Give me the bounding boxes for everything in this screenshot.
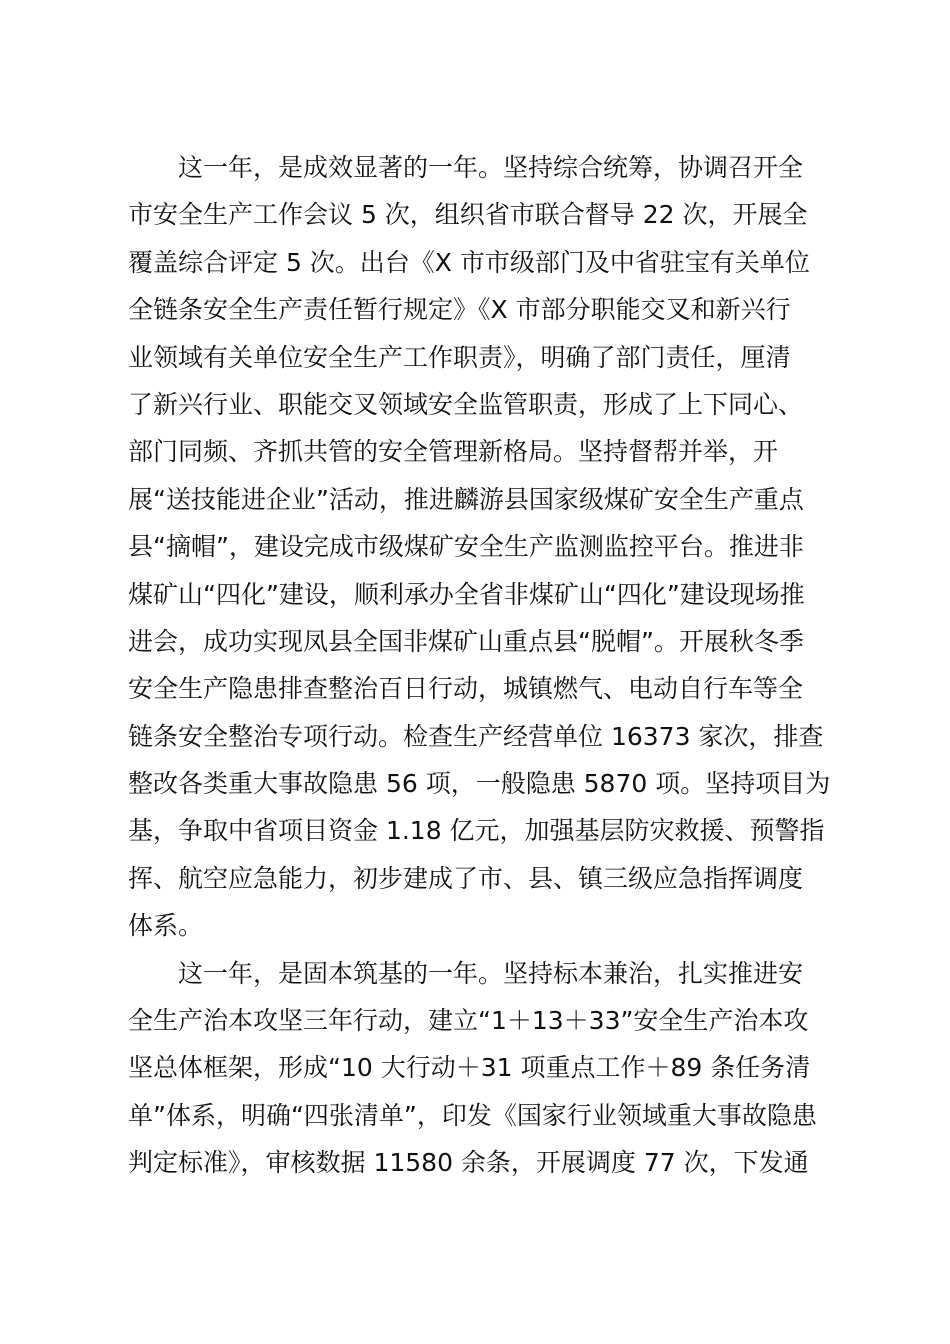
text-line: 了新兴行业、职能交叉领域安全监管职责，形成了上下同心、 — [128, 389, 804, 419]
text-line: 县“摘帽”，建设完成市级煤矿安全生产监测监控平台。推进非 — [128, 532, 804, 562]
text-line: 部门同频、齐抓共管的安全管理新格局。坚持督帮并举，开 — [128, 437, 779, 467]
text-line: 链条安全整治专项行动。检查生产经营单位 16373 家次，排查 — [128, 721, 824, 751]
paragraph-2 — [128, 950, 832, 1187]
text-line: 判定标准》，审核数据 11580 余条，开展调度 77 次，下发通 — [128, 1148, 809, 1178]
text-line: 整改各类重大事故隐患 56 项，一般隐患 5870 项。坚持项目为 — [128, 769, 831, 799]
text-line: 基，争取中省项目资金 1.18 亿元，加强基层防灾救援、预警指 — [128, 816, 825, 846]
text-line: 这一年，是成效显著的一年。坚持综合统筹，协调召开全 — [178, 153, 804, 182]
text-line: 挥、航空应急能力，初步建成了市、县、镇三级应急指挥调度 — [128, 863, 804, 893]
text-line: 业领域有关单位安全生产工作职责》，明确了部门责任，厘清 — [128, 342, 791, 372]
text-line: 安全生产隐患排查整治百日行动，城镇燃气、电动自行车等全 — [128, 674, 804, 704]
text-line: 市安全生产工作会议 5 次，组织省市联合督导 22 次，开展全 — [128, 200, 808, 230]
text-line: 展“送技能进企业”活动，推进麟游县国家级煤矿安全生产重点 — [128, 484, 804, 514]
paragraph-1 — [128, 144, 832, 950]
text-line: 这一年，是固本筑基的一年。坚持标本兼治，扎实推进安 — [178, 958, 804, 988]
text-line: 坚总体框架，形成“10 大行动＋31 项重点工作＋89 条任务清 — [128, 1053, 811, 1083]
text-line: 煤矿山“四化”建设，顺利承办全省非煤矿山“四化”建设现场推 — [128, 579, 805, 609]
text-line: 进会，成功实现凤县全国非煤矿山重点县“脱帽”。开展秋冬季 — [128, 626, 804, 656]
text-line: 全生产治本攻坚三年行动，建立“1＋13＋33”安全生产治本攻 — [128, 1006, 809, 1036]
text-line: 单”体系，明确“四张清单”，印发《国家行业领域重大事故隐患 — [128, 1100, 817, 1130]
text-line: 覆盖综合评定 5 次。出台《X 市市级部门及中省驻宝有关单位 — [128, 247, 810, 277]
text-line: 体系。 — [128, 911, 204, 941]
text-line: 全链条安全生产责任暂行规定》《X 市部分职能交叉和新兴行 — [128, 295, 791, 325]
document-body — [128, 144, 832, 1187]
